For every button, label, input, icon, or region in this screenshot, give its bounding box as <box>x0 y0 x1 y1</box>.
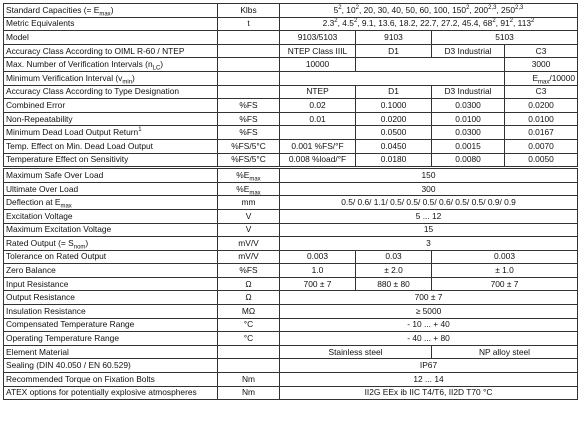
value-cell: 15 <box>280 223 578 237</box>
spec-row <box>4 112 578 126</box>
spec-row <box>4 386 578 400</box>
unit-cell: V <box>218 223 280 237</box>
spec-row <box>4 237 578 251</box>
value-cell: 0.0500 <box>356 126 432 140</box>
value-cell: 1.0 <box>280 264 356 278</box>
parameter-cell: Metric Equivalents <box>4 17 218 31</box>
value-cell: ≥ 5000 <box>280 305 578 319</box>
value-cell: 700 ± 7 <box>280 291 578 305</box>
value-cell <box>356 58 505 72</box>
spec-row <box>4 223 578 237</box>
unit-cell <box>218 71 280 85</box>
unit-cell <box>218 85 280 99</box>
parameter-cell: Zero Balance <box>4 264 218 278</box>
unit-cell <box>218 359 280 373</box>
spec-row <box>4 4 578 18</box>
spec-row <box>4 305 578 319</box>
unit-cell: %FS <box>218 264 280 278</box>
parameter-cell: Temp. Effect on Min. Dead Load Output <box>4 139 218 153</box>
value-cell: II2G EEx ib IIC T4/T6, II2D T70 °C <box>280 386 578 400</box>
value-cell: 0.0300 <box>432 99 505 113</box>
parameter-cell: Input Resistance <box>4 277 218 291</box>
unit-cell: mV/V <box>218 250 280 264</box>
unit-cell: mV/V <box>218 237 280 251</box>
value-cell: $5^2$, $10^2$, 20, 30, 40, 50, 60, 100, $150^2$, 200$^{2,3}$, 250$^{2,3}$ <box>280 4 578 18</box>
value-cell: 5 ... 12 <box>280 209 578 223</box>
parameter-cell: Model <box>4 31 218 45</box>
value-cell: 0.0080 <box>432 153 505 168</box>
value-cell: NTEP Class IIIL <box>280 44 356 58</box>
unit-cell: $\%E_{max}$ <box>218 182 280 196</box>
value-cell: 5103 <box>432 31 578 45</box>
unit-cell <box>218 58 280 72</box>
parameter-cell: Temperature Effect on Sensitivity <box>4 153 218 168</box>
parameter-cell: Ultimate Over Load <box>4 182 218 196</box>
value-cell: 0.0015 <box>432 139 505 153</box>
unit-cell: Klbs <box>218 4 280 18</box>
value-cell: D3 Industrial <box>432 85 505 99</box>
parameter-cell: Output Resistance <box>4 291 218 305</box>
value-cell: NP alloy steel <box>432 345 578 359</box>
parameter-cell: Non-Repeatability <box>4 112 218 126</box>
value-cell: D3 Industrial <box>432 44 505 58</box>
spec-row <box>4 277 578 291</box>
spec-row <box>4 58 578 72</box>
spec-row <box>4 373 578 387</box>
value-cell: 0.003 <box>280 250 356 264</box>
value-cell: $2.3^2$, $4.5^2$, 9.1, 13.6, 18.2, 22.7, 27.2, 45.4, $68^2$, $91^2$, $113^2$ <box>280 17 578 31</box>
specifications-table <box>3 3 578 400</box>
parameter-cell: Recommended Torque on Fixation Bolts <box>4 373 218 387</box>
unit-cell: °C <box>218 318 280 332</box>
unit-cell <box>218 345 280 359</box>
value-cell: - 40 ... + 80 <box>280 332 578 346</box>
value-cell: 0.1000 <box>356 99 432 113</box>
unit-cell: Nm <box>218 373 280 387</box>
value-cell: 0.0450 <box>356 139 432 153</box>
unit-cell: $\%E_{max}$ <box>218 168 280 183</box>
spec-row <box>4 99 578 113</box>
spec-row <box>4 196 578 210</box>
value-cell: 9103 <box>356 31 432 45</box>
parameter-cell: Rated Output (= $S_{nom}$) <box>4 237 218 251</box>
parameter-cell: Tolerance on Rated Output <box>4 250 218 264</box>
unit-cell: %FS <box>218 126 280 140</box>
value-cell: 10000 <box>280 58 356 72</box>
spec-row <box>4 264 578 278</box>
unit-cell: t <box>218 17 280 31</box>
spec-row <box>4 168 578 183</box>
value-cell <box>280 126 356 140</box>
parameter-cell: Sealing (DIN 40.050 / EN 60.529) <box>4 359 218 373</box>
spec-row <box>4 209 578 223</box>
spec-row <box>4 291 578 305</box>
spec-row <box>4 85 578 99</box>
value-cell: 0.0050 <box>505 153 578 168</box>
value-cell: 0.0200 <box>505 99 578 113</box>
unit-cell: Ω <box>218 291 280 305</box>
spec-row <box>4 126 578 140</box>
value-cell: 0.0100 <box>432 112 505 126</box>
parameter-cell: Accuracy Class According to OIML R-60 / NTEP <box>4 44 218 58</box>
parameter-cell: Minimum Verification Interval $(v_{min})$ <box>4 71 218 85</box>
unit-cell: V <box>218 209 280 223</box>
parameter-cell: Deflection at $E_{max}$ <box>4 196 218 210</box>
unit-cell: %FS/5°C <box>218 153 280 168</box>
parameter-cell: Accuracy Class According to Type Designation <box>4 85 218 99</box>
value-cell: 0.0200 <box>356 112 432 126</box>
value-cell: 9103/5103 <box>280 31 356 45</box>
value-cell: 150 <box>280 168 578 183</box>
value-cell: 0.0180 <box>356 153 432 168</box>
unit-cell: %FS <box>218 99 280 113</box>
value-cell: 0.0100 <box>505 112 578 126</box>
spec-row <box>4 17 578 31</box>
unit-cell: mm <box>218 196 280 210</box>
spec-row <box>4 44 578 58</box>
spec-row <box>4 345 578 359</box>
spec-row <box>4 359 578 373</box>
spec-row <box>4 332 578 346</box>
value-cell: 0.02 <box>280 99 356 113</box>
spec-row <box>4 153 578 168</box>
value-cell: 0.03 <box>356 250 432 264</box>
value-cell: IP67 <box>280 359 578 373</box>
spec-row <box>4 182 578 196</box>
unit-cell <box>218 31 280 45</box>
value-cell: 0.0300 <box>432 126 505 140</box>
unit-cell: %FS/5°C <box>218 139 280 153</box>
parameter-cell: Minimum Dead Load Output Return$^1$ <box>4 126 218 140</box>
value-cell: D1 <box>356 44 432 58</box>
value-cell: 0.008 %load/°F <box>280 153 356 168</box>
parameter-cell: Maximum Excitation Voltage <box>4 223 218 237</box>
value-cell: 12 ... 14 <box>280 373 578 387</box>
value-cell: 3000 <box>505 58 578 72</box>
value-cell: 0.01 <box>280 112 356 126</box>
parameter-cell: Compensated Temperature Range <box>4 318 218 332</box>
value-cell: C3 <box>505 44 578 58</box>
spec-row <box>4 71 578 85</box>
parameter-cell: ATEX options for potentially explosive atmospheres <box>4 386 218 400</box>
value-cell: 700 ± 7 <box>280 277 356 291</box>
spec-row <box>4 31 578 45</box>
parameter-cell: Combined Error <box>4 99 218 113</box>
unit-cell <box>218 44 280 58</box>
unit-cell: MΩ <box>218 305 280 319</box>
value-cell: D1 <box>356 85 432 99</box>
value-cell: C3 <box>505 85 578 99</box>
unit-cell: %FS <box>218 112 280 126</box>
value-cell: ± 1.0 <box>432 264 578 278</box>
value-cell: 0.003 <box>432 250 578 264</box>
parameter-cell: Excitation Voltage <box>4 209 218 223</box>
value-cell: Stainless steel <box>280 345 432 359</box>
parameter-cell: Element Material <box>4 345 218 359</box>
parameter-cell: Maximum Safe Over Load <box>4 168 218 183</box>
value-cell: ± 2.0 <box>356 264 432 278</box>
unit-cell: °C <box>218 332 280 346</box>
spec-row <box>4 139 578 153</box>
value-cell: 700 ± 7 <box>432 277 578 291</box>
value-cell: NTEP <box>280 85 356 99</box>
spec-row <box>4 318 578 332</box>
value-cell: 0.0070 <box>505 139 578 153</box>
value-cell: 0.5/ 0.6/ 1.1/ 0.5/ 0.5/ 0.5/ 0.6/ 0.5/ 0.5/ 0.9/ 0.9 <box>280 196 578 210</box>
unit-cell: Ω <box>218 277 280 291</box>
parameter-cell: Standard Capacities (= $E_{max}$) <box>4 4 218 18</box>
unit-cell: Nm <box>218 386 280 400</box>
parameter-cell: Max. Number of Verification Intervals $(n_{LC})$ <box>4 58 218 72</box>
value-cell: 3 <box>280 237 578 251</box>
value-cell: 0.0167 <box>505 126 578 140</box>
value-cell: $E_{max}/10000$ <box>505 71 578 85</box>
spec-row <box>4 250 578 264</box>
value-cell: - 10 ... + 40 <box>280 318 578 332</box>
value-cell: 300 <box>280 182 578 196</box>
value-cell: 0.001 %FS/°F <box>280 139 356 153</box>
specifications-body <box>4 4 578 400</box>
parameter-cell: Operating Temperature Range <box>4 332 218 346</box>
parameter-cell: Insulation Resistance <box>4 305 218 319</box>
value-cell <box>280 71 505 85</box>
value-cell: 880 ± 80 <box>356 277 432 291</box>
